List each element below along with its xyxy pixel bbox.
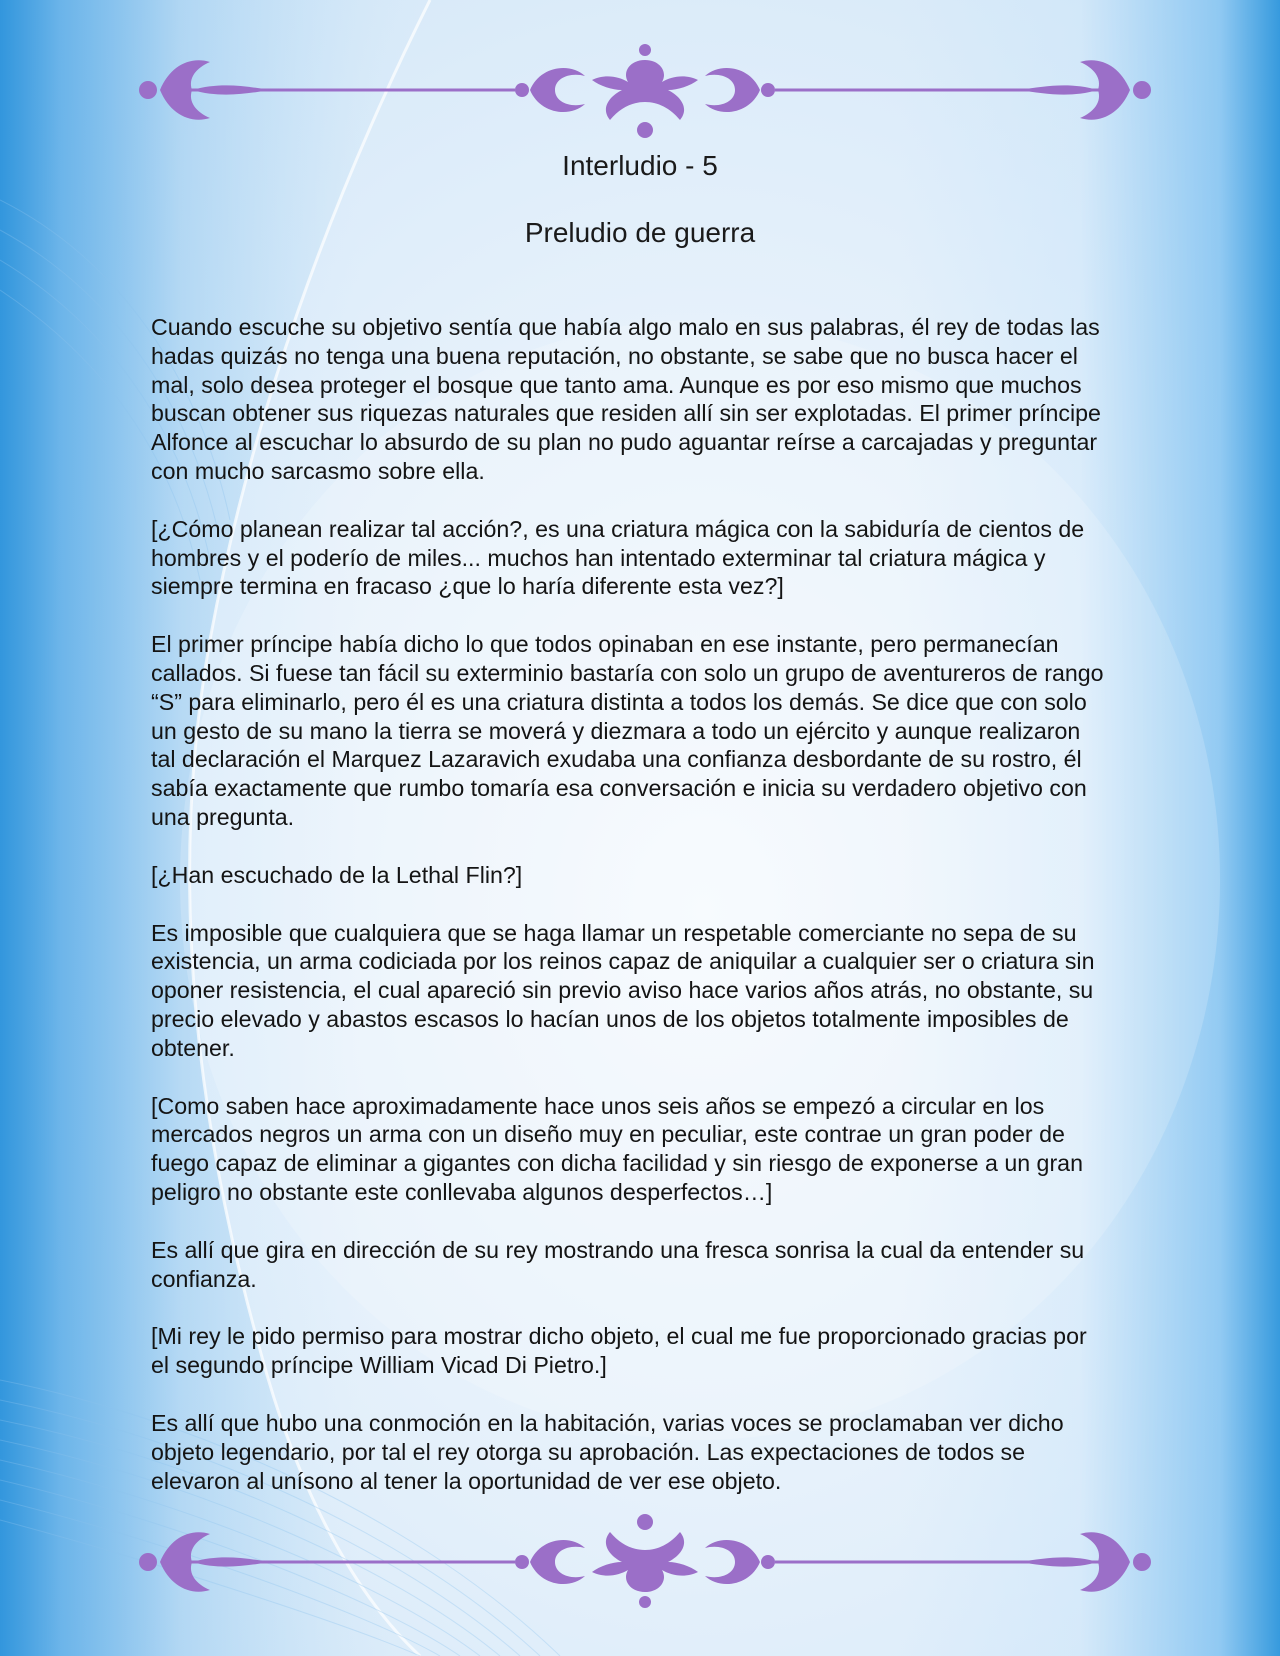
paragraph-9: Es allí que hubo una conmoción en la habitación, varias voces se proclamaban ver dicho objeto legendario, por tal el rey otorga su aprobación. Las expectaciones de todos se elevaron al unísono al tener la oportunidad de ver ese objeto. bbox=[151, 1409, 1064, 1494]
ornament-top-icon bbox=[130, 36, 1160, 146]
paragraph-8: [Mi rey le pido permiso para mostrar dicho objeto, el cual me fue proporcionado gracias por el segundo príncipe William Vicad Di Pietro.] bbox=[151, 1323, 1087, 1379]
paragraph-4: [¿Han escuchado de la Lethal Flin?] bbox=[151, 861, 523, 888]
paragraph-1: Cuando escuche su objetivo sentía que había algo malo en sus palabras, él rey de todas las hadas quizás no tenga una buena reputación, no obstante, se sabe que no busca hacer el mal, solo desea proteger el bosque que tanto ama. Aunque es por eso mismo que muchos buscan obtener sus riquezas naturales que residen allí sin ser explotadas. El primer príncipe Alfonce al escuchar lo absurdo de su plan no pudo aguantar reírse a carcajadas y preguntar con mucho sarcasmo sobre ella. bbox=[151, 314, 1101, 484]
paragraph-7: Es allí que gira en dirección de su rey mostrando una fresca sonrisa la cual da entender su confianza. bbox=[151, 1236, 1085, 1292]
chapter-title: Interludio - 5 bbox=[562, 150, 718, 181]
paragraph-3: El primer príncipe había dicho lo que todos opinaban en ese instante, pero permanecían callados. Si fuese tan fácil su exterminio bastaría con solo un grupo de aventureros de rango “S” para eliminarlo, pero él es una criatura distinta a todos los demás. Se dice que con solo un gesto de su mano la tierra se moverá y diezmara a todo un ejército y aunque realizaron tal declaración el Marquez Lazaravich exudaba una confianza desbordante de su rostro, él sabía exactamente que rumbo tomaría esa conversación e inicia su verdadero objetivo con una pregunta. bbox=[151, 631, 1104, 830]
paragraph-2: [¿Cómo planean realizar tal acción?, es una criatura mágica con la sabiduría de cientos de hombres y el poderío de miles... muchos han intentado exterminar tal criatura mágica y siempre termina en fracaso ¿que lo haría diferente esta vez?] bbox=[151, 515, 1085, 600]
paragraph-6: [Como saben hace aproximadamente hace unos seis años se empezó a circular en los mercados negros un arma con un diseño muy en peculiar, este contrae un gran poder de fuego capaz de eliminar a gigantes con dicha facilidad y sin riesgo de exponerse a un gran peligro no obstante este conllevaba algunos desperfectos…] bbox=[151, 1092, 1083, 1205]
chapter-subtitle: Preludio de guerra bbox=[524, 217, 756, 248]
paragraph-5: Es imposible que cualquiera que se haga llamar un respetable comerciante no sepa de su existencia, un arma codiciada por los reinos capaz de aniquilar a cualquier ser o criatura sin oponer resistencia, el cual apareció sin previo aviso hace varios años atrás, no obstante, su precio elevado y abastos escasos lo hacían unos de los objetos totalmente imposibles de obtener. bbox=[151, 919, 1095, 1061]
body-text bbox=[151, 313, 1111, 1524]
ornament-bottom-icon bbox=[130, 1506, 1160, 1616]
